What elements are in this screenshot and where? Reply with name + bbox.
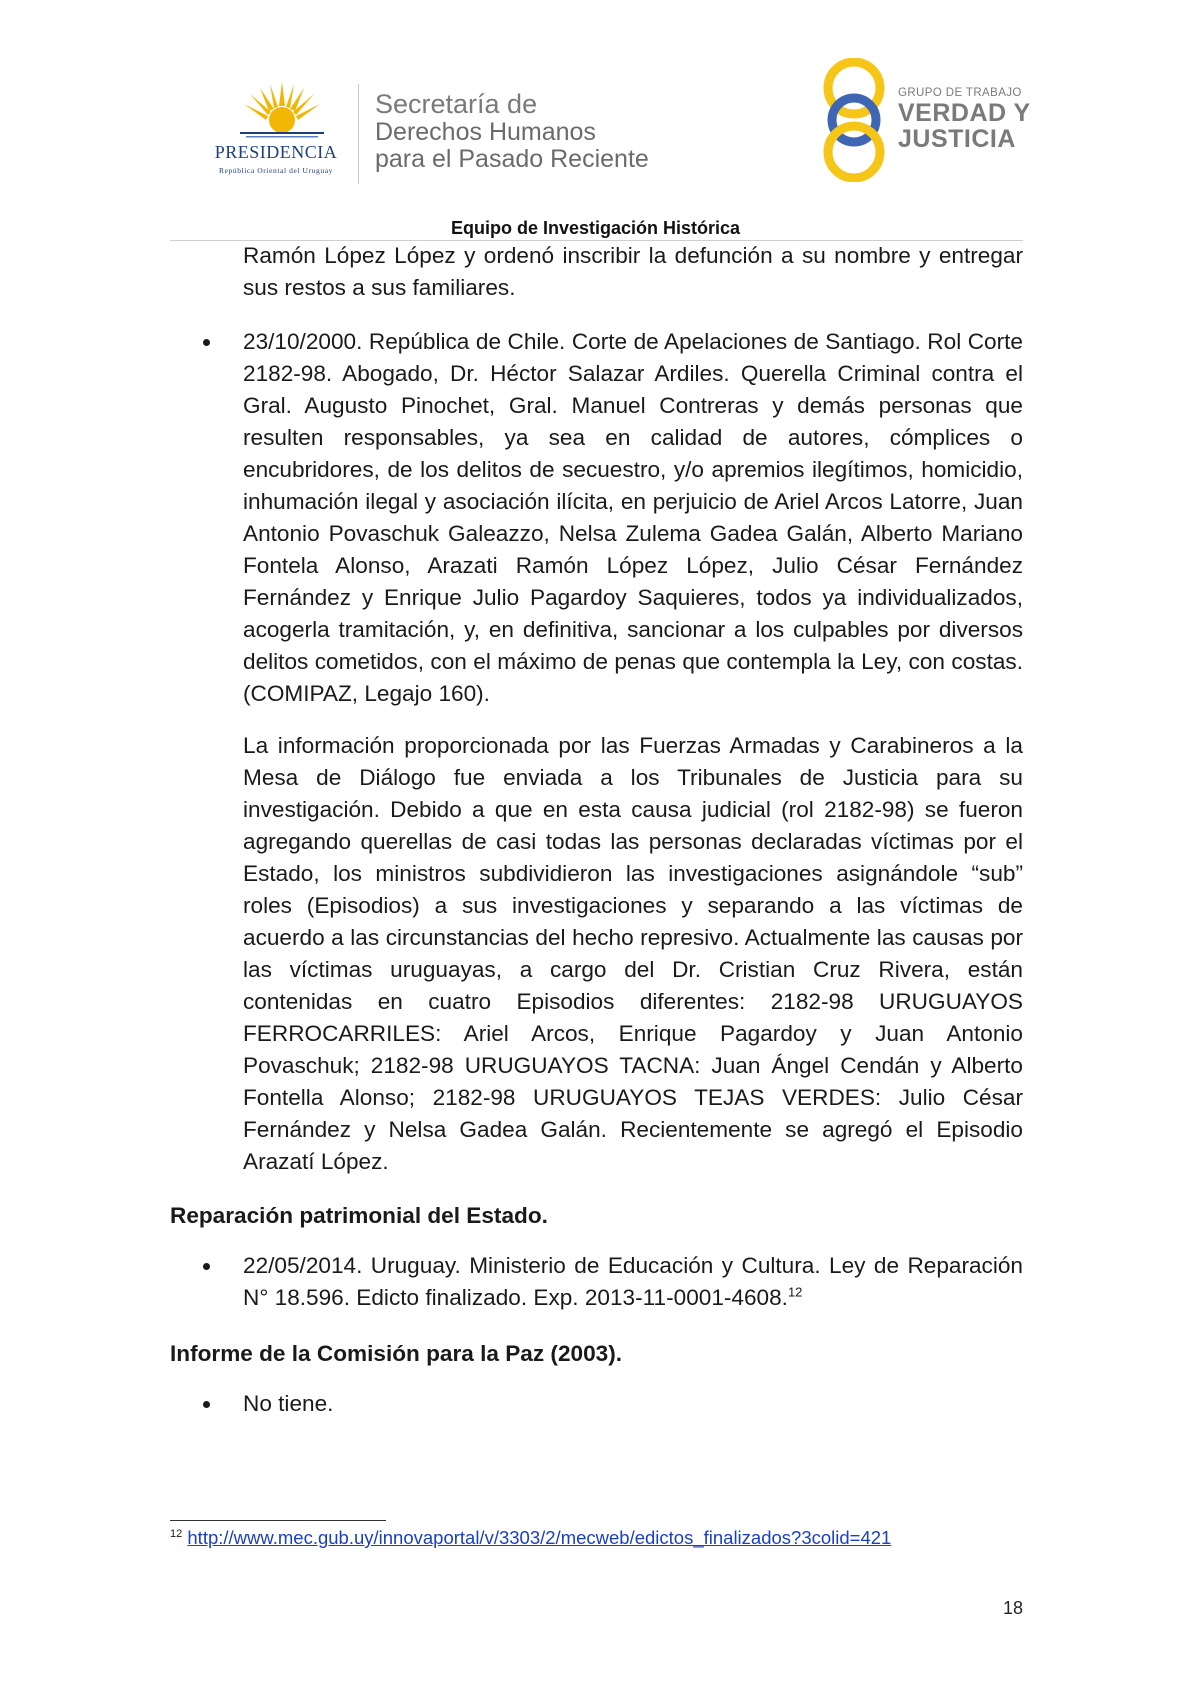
gtvj-line1: GRUPO DE TRABAJO xyxy=(898,87,1022,99)
bullet-icon xyxy=(203,1263,210,1270)
secretaria-logo-text xyxy=(375,90,649,173)
document-body xyxy=(170,240,1023,1420)
list-item xyxy=(243,1388,1023,1420)
footnote-link[interactable]: http://www.mec.gub.uy/innovaportal/v/3303/2/mecweb/edictos_finalizados?3colid=421 xyxy=(187,1527,892,1548)
verdad-justicia-logo xyxy=(818,58,1048,182)
team-title: Equipo de Investigación Histórica xyxy=(450,218,741,238)
page-number: 18 xyxy=(1003,1598,1024,1618)
list-item xyxy=(243,326,1023,710)
secretaria-line3: para el Pasado Reciente xyxy=(375,145,649,173)
bullet-text-querella: 23/10/2000. República de Chile. Corte de Apelaciones de Santiago. Rol Corte 2182-98. Abogado, Dr. Héctor Salazar Ardiles. Querella Criminal contra el Gral. Augusto Pinochet, Gral. Manuel Contreras y demás personas que resulten responsables, ya sea en calidad de autores, cómplices o encubridores, de los delitos de secuestro, y/o apremios ilegítimos, homicidio, inhumación ilegal y asociación ilícita, en perjuicio de Ariel Arcos Latorre, Juan Antonio Povaschuk Galeazzo, Nelsa Zulema Gadea Galán, Alberto Mariano Fontela Alonso, Arazati Ramón López López, Julio César Fernández Fernández y Enrique Julio Pagardoy Saquieres, todos ya individualizados, acogerla tramitación, y, en definitiva, sancionar a los culpables por diversos delitos cometidos, con el máximo de penas que contempla la Ley, con costas. (COMIPAZ, Legajo 160). xyxy=(243,329,1023,706)
footnote-number: 12 xyxy=(170,1527,183,1540)
section-heading-comision: Informe de la Comisión para la Paz (2003). xyxy=(170,1341,623,1366)
page-header xyxy=(0,0,1191,240)
presidencia-title: PRESIDENCIA xyxy=(214,142,338,162)
linked-rings-icon xyxy=(818,58,890,182)
sun-emblem-icon xyxy=(240,80,324,140)
gtvj-line3: JUSTICIA xyxy=(898,125,1016,153)
presidencia-subtitle: República Oriental del Uruguay xyxy=(218,166,333,175)
list-item xyxy=(243,1250,1023,1314)
presidencia-logo xyxy=(196,80,356,180)
paragraph-informacion: La información proporcionada por las Fuerzas Armadas y Carabineros a la Mesa de Diálogo fue enviada a los Tribunales de Justicia para su investigación. Debido a que en esta causa judicial (rol 2182-98) se fueron agregando querellas de casi todas las personas declaradas víctimas por el Estado, los ministros subdividieron las investigaciones asignándole “sub” roles (Episodios) a sus investigaciones y separando a las víctimas de acuerdo a las circunstancias del hecho represivo. Actualmente las causas por las víctimas uruguayas, a cargo del Dr. Cristian Cruz Rivera, están contenidas en cuatro Episodios diferentes: 2182-98 URUGUAYOS FERROCARRILES: Ariel Arcos, Enrique Pagardoy y Juan Antonio Povaschuk; 2182-98 URUGUAYOS TACNA: Juan Ángel Cendán y Alberto Fontella Alonso; 2182-98 URUGUAYOS TEJAS VERDES: Julio César Fernández y Nelsa Gadea Galán. Recientemente se agregó el Episodio Arazatí López. xyxy=(243,733,1023,1174)
bullet-text-comision: No tiene. xyxy=(243,1391,334,1416)
gtvj-line2: VERDAD Y xyxy=(898,99,1031,127)
secretaria-line2: Derechos Humanos xyxy=(375,118,596,146)
logo-divider xyxy=(358,84,359,184)
section-heading-reparacion: Reparación patrimonial del Estado. xyxy=(170,1203,548,1228)
footnote-rule xyxy=(170,1520,386,1521)
footnote xyxy=(170,1527,891,1549)
footnote-reference[interactable]: 12 xyxy=(787,1284,803,1300)
verdad-justicia-text xyxy=(898,86,1031,152)
bullet-text-reparacion xyxy=(243,1250,1023,1314)
reparacion-text: 22/05/2014. Uruguay. Ministerio de Educación y Cultura. Ley de Reparación N° 18.596. Edicto finalizado. Exp. 2013-11-0001-4608. xyxy=(243,1253,1023,1310)
bullet-icon xyxy=(203,339,210,346)
secretaria-line1: Secretaría de xyxy=(375,89,538,119)
continuation-paragraph: Ramón López López y ordenó inscribir la defunción a su nombre y entregar sus restos a sus familiares. xyxy=(243,243,1023,300)
bullet-icon xyxy=(203,1401,210,1408)
